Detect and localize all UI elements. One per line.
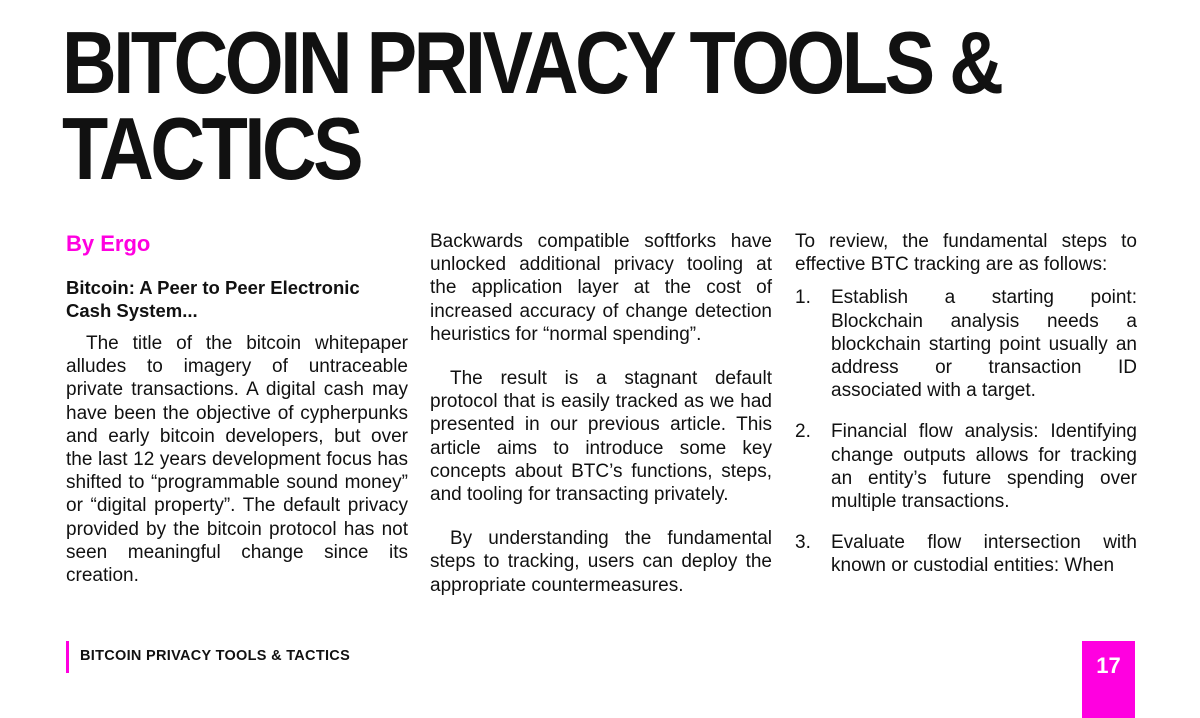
intro-paragraph: The title of the bitcoin whitepaper alludes to imagery of untraceable private transactions. A digital cash may have been the objective of cypherpunks and early bitcoin developers, but over the last 12 years development focus has shifted to “programmable sound money” or “digital property”. The default privacy provided by the bitcoin protocol has not seen meaningful change since its creation. [66,333,408,587]
column-1 [66,230,408,587]
tracking-steps-list [795,286,1137,577]
step-number: 1. [795,287,811,309]
author-byline: By Ergo [66,231,151,256]
page-number-box [1082,641,1135,718]
footer-accent-bar [66,641,69,673]
list-item [795,420,1137,513]
footer-running-title: BITCOIN PRIVACY TOOLS & TACTICS [80,648,351,664]
page-number: 17 [1096,653,1121,678]
step-number: 2. [795,421,811,443]
section-subheading: Bitcoin: A Peer to Peer Electronic Cash System... [66,277,360,321]
column-3 [795,230,1137,596]
title-line-2: TACTICS [62,99,361,198]
column-2 [430,230,772,597]
title-line-1: BITCOIN PRIVACY TOOLS & [62,13,1001,112]
step-number: 3. [795,532,811,554]
step-text: Evaluate flow intersection with known or custodial entities: When [831,532,1137,577]
steps-intro: To review, the fundamental steps to effective BTC tracking are as follows: [795,231,1137,276]
list-item [795,286,1137,402]
step-text: Financial flow analysis: Identifying change outputs allows for tracking an entity’s future spending over multiple transactions. [831,421,1137,513]
step-text: Establish a starting point: Blockchain analysis needs a blockchain starting point usually an address or transaction ID associated with a target. [831,287,1137,402]
paragraph-stagnant-protocol: The result is a stagnant default protocol that is easily tracked as we had presented in our previous article. This article aims to introduce some key concepts about BTC’s functions, steps, and tooling for transacting privately. [430,368,772,506]
list-item [795,531,1137,577]
paragraph-countermeasures: By understanding the fundamental steps to tracking, users can deploy the appropriate countermeasures. [430,528,772,596]
page-title [62,13,1008,198]
paragraph-softforks: Backwards compatible softforks have unlocked additional privacy tooling at the application layer at the cost of increased accuracy of change detection heuristics for “normal spending”. [430,231,772,345]
